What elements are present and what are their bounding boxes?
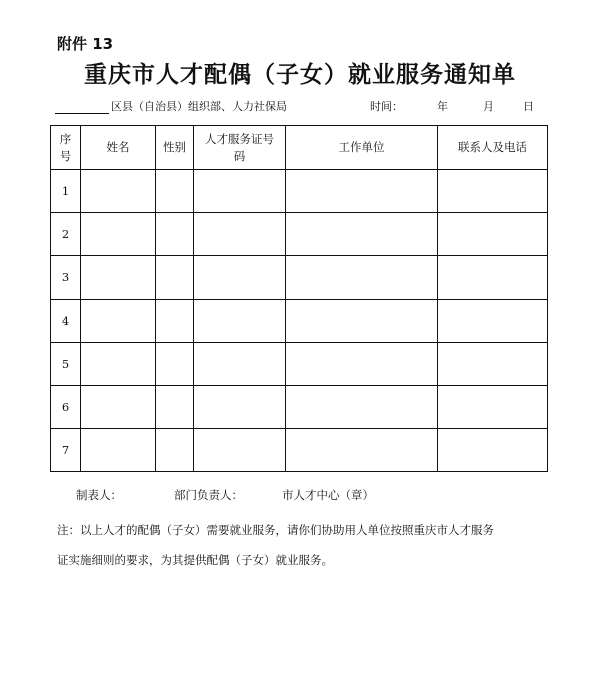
table-row [51, 213, 548, 256]
name-cell[interactable] [81, 170, 156, 213]
header-line [55, 99, 545, 115]
unit-cell[interactable] [286, 213, 438, 256]
document-title: 重庆市人才配偶（子女）就业服务通知单 [84, 61, 516, 88]
cert-cell[interactable] [194, 429, 286, 472]
cert-cell[interactable] [194, 299, 286, 342]
cert-cell[interactable] [194, 342, 286, 385]
row-number: 7 [51, 429, 81, 472]
row-number: 4 [51, 299, 81, 342]
table-row [51, 385, 548, 428]
unit-cell[interactable] [286, 429, 438, 472]
gender-cell[interactable] [156, 385, 194, 428]
header-gender: 性别 [156, 126, 194, 170]
maker-label: 制表人： [76, 488, 122, 502]
note-line: 注：以上人才的配偶（子女）需要就业服务，请你们协助用人单位按照重庆市人才服务 [57, 523, 494, 537]
time-label: 时间： [370, 100, 403, 113]
unit-cell[interactable] [286, 385, 438, 428]
note-line: 证实施细则的要求，为其提供配偶（子女）就业服务。 [57, 553, 333, 567]
contact-cell[interactable] [438, 256, 548, 299]
row-number: 3 [51, 256, 81, 299]
unit-cell[interactable] [286, 342, 438, 385]
contact-cell[interactable] [438, 170, 548, 213]
row-number: 5 [51, 342, 81, 385]
name-cell[interactable] [81, 299, 156, 342]
header-no: 序号 [51, 126, 81, 170]
month-label: 月 [483, 100, 494, 113]
name-cell[interactable] [81, 256, 156, 299]
district-blank-field [55, 113, 109, 114]
day-label: 日 [523, 100, 534, 113]
row-number: 6 [51, 385, 81, 428]
note-paragraph [57, 515, 547, 575]
gender-cell[interactable] [156, 429, 194, 472]
table-row [51, 256, 548, 299]
row-number: 2 [51, 213, 81, 256]
contact-cell[interactable] [438, 213, 548, 256]
issuer-text: 区县（自治县）组织部、人力社保局 [111, 100, 287, 113]
talent-center-seal-label: 市人才中心（章） [282, 488, 374, 502]
header-name: 姓名 [81, 126, 156, 170]
name-cell[interactable] [81, 213, 156, 256]
header-work-unit: 工作单位 [286, 126, 438, 170]
year-label: 年 [437, 100, 448, 113]
signature-line [76, 487, 546, 503]
cert-cell[interactable] [194, 170, 286, 213]
table-row [51, 299, 548, 342]
contact-cell[interactable] [438, 385, 548, 428]
gender-cell[interactable] [156, 299, 194, 342]
annex-label: 附件 13 [57, 35, 114, 53]
gender-cell[interactable] [156, 213, 194, 256]
header-cert-number: 人才服务证号码 [194, 126, 286, 170]
header-contact: 联系人及电话 [438, 126, 548, 170]
gender-cell[interactable] [156, 170, 194, 213]
gender-cell[interactable] [156, 256, 194, 299]
cert-cell[interactable] [194, 213, 286, 256]
notice-table [50, 125, 548, 472]
cert-cell[interactable] [194, 256, 286, 299]
table-header-row [51, 126, 548, 170]
name-cell[interactable] [81, 385, 156, 428]
cert-cell[interactable] [194, 385, 286, 428]
row-number: 1 [51, 170, 81, 213]
unit-cell[interactable] [286, 170, 438, 213]
dept-head-label: 部门负责人： [174, 488, 243, 502]
gender-cell[interactable] [156, 342, 194, 385]
name-cell[interactable] [81, 342, 156, 385]
table-row [51, 429, 548, 472]
contact-cell[interactable] [438, 299, 548, 342]
contact-cell[interactable] [438, 429, 548, 472]
table-row [51, 170, 548, 213]
name-cell[interactable] [81, 429, 156, 472]
contact-cell[interactable] [438, 342, 548, 385]
unit-cell[interactable] [286, 299, 438, 342]
unit-cell[interactable] [286, 256, 438, 299]
table-row [51, 342, 548, 385]
